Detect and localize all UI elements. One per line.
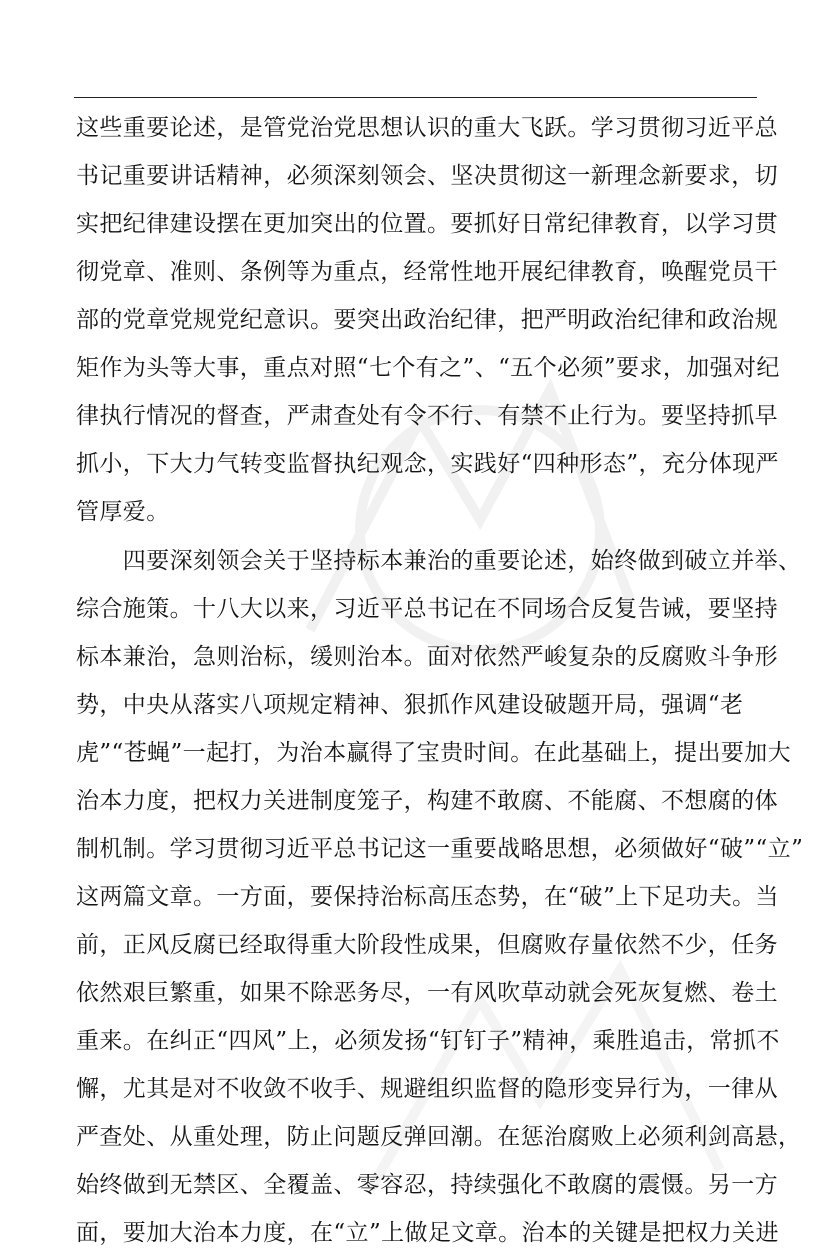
text-line: 懈，尤其是对不收敛不收手、规避组织监督的隐形变异行为，一律从: [76, 1076, 778, 1102]
text-line: 管厚爱。: [76, 499, 170, 525]
text-line: 矩作为头等大事，重点对照“七个有之”、“五个必须”要求，加强对纪: [76, 355, 780, 381]
text-line: 标本兼治，急则治标，缓则治本。面对依然严峻复杂的反腐败斗争形: [76, 644, 778, 670]
text-line: 制机制。学习贯彻习近平总书记这一重要战略思想，必须做好“破”“立”: [76, 836, 804, 862]
text-line: 势，中央从落实八项规定精神、狠抓作风建设破题开局，强调“老: [76, 692, 744, 718]
text-line: 抓小，下大力气转变监督执纪观念，实践好“四种形态”，充分体现严: [76, 451, 779, 477]
text-line: 虎”“苍蝇”一起打，为治本赢得了宝贵时间。在此基础上，提出要加大: [76, 740, 792, 766]
body-text: [76, 104, 804, 1257]
text-line: 依然艰巨繁重，如果不除恶务尽，一有风吹草动就会死灰复燃、卷土: [76, 980, 778, 1006]
text-line: 彻党章、准则、条例等为重点，经常性地开展纪律教育，唤醒党员干: [76, 259, 778, 285]
text-line: 严查处、从重处理，防止问题反弹回潮。在惩治腐败上必须利剑高悬，: [76, 1124, 802, 1150]
text-line: 面，要加大治本力度，在“立”上做足文章。治本的关键是把权力关进: [76, 1220, 779, 1246]
text-line: 这两篇文章。一方面，要保持治标高压态势，在“破”上下足功夫。当: [76, 884, 779, 910]
text-line: 书记重要讲话精神，必须深刻领会、坚决贯彻这一新理念新要求，切: [76, 163, 778, 189]
paragraph-start-line: 四要深刻领会关于坚持标本兼治的重要论述，始终做到破立并举、: [76, 548, 802, 574]
text-line: 部的党章党规党纪意识。要突出政治纪律，把严明政治纪律和政治规: [76, 307, 778, 333]
text-line: 律执行情况的督查，严肃查处有令不行、有禁不止行为。要坚持抓早: [76, 403, 778, 429]
text-line: 治本力度，把权力关进制度笼子，构建不敢腐、不能腐、不想腐的体: [76, 788, 778, 814]
text-line: 这些重要论述，是管党治党思想认识的重大飞跃。学习贯彻习近平总: [76, 115, 778, 141]
header-rule: [74, 97, 757, 98]
text-line: 重来。在纠正“四风”上，必须发扬“钉钉子”精神，乘胜追击，常抓不: [76, 1028, 780, 1054]
text-line: 综合施策。十八大以来，习近平总书记在不同场合反复告诫，要坚持: [76, 596, 778, 622]
text-line: 始终做到无禁区、全覆盖、零容忍，持续强化不敢腐的震慑。另一方: [76, 1172, 778, 1198]
text-line: 实把纪律建设摆在更加突出的位置。要抓好日常纪律教育，以学习贯: [76, 211, 778, 237]
text-line: 前，正风反腐已经取得重大阶段性成果，但腐败存量依然不少，任务: [76, 932, 778, 958]
